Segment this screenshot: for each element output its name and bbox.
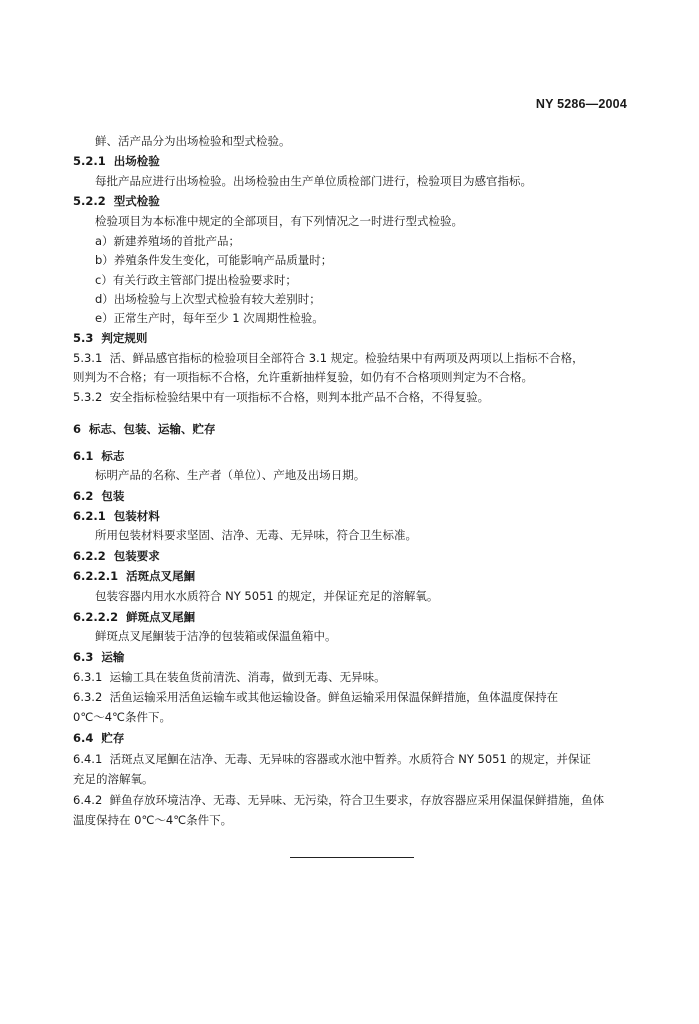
section-number: 6.1 — [73, 449, 94, 463]
section-title: 鲜斑点叉尾鮰 — [126, 610, 196, 624]
list-item: d）出场检验与上次型式检验有较大差别时； — [95, 292, 321, 306]
list-item: b）养殖条件发生变化，可能影响产品质量时； — [95, 253, 333, 267]
section-heading-6-3 — [73, 648, 124, 666]
section-title: 判定规则 — [101, 331, 148, 345]
section-heading-5-2-1 — [73, 152, 160, 170]
section-title: 贮存 — [101, 731, 125, 745]
section-number: 5.3.2 — [73, 390, 103, 404]
section-number: 6.3.1 — [73, 670, 103, 684]
section-title: 运输 — [101, 650, 125, 664]
paragraph-line — [73, 668, 386, 686]
section-number: 5.2.2 — [73, 194, 106, 208]
section-number: 5.3.1 — [73, 351, 103, 365]
chapter-heading-6 — [73, 420, 216, 438]
section-heading-6-2-2 — [73, 547, 160, 565]
section-number: 6.2.2 — [73, 549, 106, 563]
section-title: 标志、包装、运输、贮存 — [89, 422, 216, 436]
section-number: 6.2 — [73, 489, 94, 503]
paragraph-text: 活鱼运输采用活鱼运输车或其他运输设备。鲜鱼运输采用保温保鲜措施，鱼体温度保持在 — [109, 690, 559, 704]
section-number: 6.3 — [73, 650, 94, 664]
section-heading-6-2 — [73, 487, 124, 505]
section-title: 包装要求 — [113, 549, 160, 563]
section-number: 5.2.1 — [73, 154, 106, 168]
section-number: 6.4.2 — [73, 793, 103, 807]
paragraph-text: 运输工具在装鱼货前清洗、消毒，做到无毒、无异味。 — [109, 670, 386, 684]
section-title: 标志 — [101, 449, 125, 463]
section-title: 包装材料 — [113, 509, 160, 523]
end-rule — [290, 857, 414, 858]
section-number: 6.2.2.1 — [73, 569, 119, 583]
paragraph-line: 温度保持在 0℃～4℃条件下。 — [73, 813, 233, 827]
paragraph-text: 鲜鱼存放环境洁净、无毒、无异味、无污染，符合卫生要求，存放容器应采用保温保鲜措施，鱼体 — [109, 793, 605, 807]
section-heading-6-1 — [73, 447, 124, 465]
section-heading-6-2-1 — [73, 507, 160, 525]
section-number: 6.4.1 — [73, 752, 103, 766]
section-title: 型式检验 — [113, 194, 160, 208]
section-number: 6.4 — [73, 731, 94, 745]
paragraph-line — [73, 791, 604, 809]
section-title: 出场检验 — [113, 154, 160, 168]
paragraph-line: 鲜、活产品分为出场检验和型式检验。 — [95, 134, 291, 148]
paragraph-line: 每批产品应进行出场检验。出场检验由生产单位质检部门进行，检验项目为感官指标。 — [95, 174, 532, 188]
section-heading-6-2-2-2 — [73, 608, 195, 626]
paragraph-line: 包装容器内用水水质符合 NY 5051 的规定，并保证充足的溶解氧。 — [95, 589, 439, 603]
paragraph-line — [73, 349, 584, 367]
paragraph-line: 则判为不合格；有一项指标不合格，允许重新抽样复验，如仍有不合格项则判定为不合格。 — [73, 370, 533, 384]
section-number: 6 — [73, 422, 82, 436]
paragraph-line: 0℃～4℃条件下。 — [73, 710, 171, 724]
section-number: 6.2.1 — [73, 509, 106, 523]
list-item: e）正常生产时，每年至少 1 次周期性检验。 — [95, 311, 324, 325]
paragraph-text: 活、鲜品感官指标的检验项目全部符合 3.1 规定。检验结果中有两项及两项以上指标不合格， — [109, 351, 584, 365]
list-item: c）有关行政主管部门提出检验要求时； — [95, 273, 297, 287]
section-heading-6-2-2-1 — [73, 567, 195, 585]
paragraph-line: 鲜斑点叉尾鮰装于洁净的包装箱或保温鱼箱中。 — [95, 629, 337, 643]
paragraph-line — [73, 688, 558, 706]
section-heading-5-2-2 — [73, 192, 160, 210]
section-number: 5.3 — [73, 331, 94, 345]
paragraph-line: 充足的溶解氧。 — [73, 772, 154, 786]
standard-number: NY 5286—2004 — [535, 97, 627, 111]
paragraph-text: 安全指标检验结果中有一项指标不合格，则判本批产品不合格，不得复验。 — [109, 390, 490, 404]
section-heading-6-4 — [73, 729, 124, 747]
section-title: 活斑点叉尾鮰 — [126, 569, 196, 583]
section-heading-5-3 — [73, 329, 147, 347]
paragraph-line: 标明产品的名称、生产者（单位）、产地及出场日期。 — [95, 468, 366, 482]
paragraph-line — [73, 388, 489, 406]
section-number: 6.2.2.2 — [73, 610, 119, 624]
paragraph-line: 所用包装材料要求坚固、洁净、无毒、无异味，符合卫生标准。 — [95, 528, 417, 542]
section-number: 6.3.2 — [73, 690, 103, 704]
paragraph-text: 活斑点叉尾鮰在洁净、无毒、无异味的容器或水池中暂养。水质符合 NY 5051 的规定，并保证 — [109, 752, 591, 766]
list-item: a）新建养殖场的首批产品； — [95, 234, 241, 248]
paragraph-line — [73, 750, 591, 768]
section-title: 包装 — [101, 489, 125, 503]
paragraph-line: 检验项目为本标准中规定的全部项目，有下列情况之一时进行型式检验。 — [95, 214, 463, 228]
